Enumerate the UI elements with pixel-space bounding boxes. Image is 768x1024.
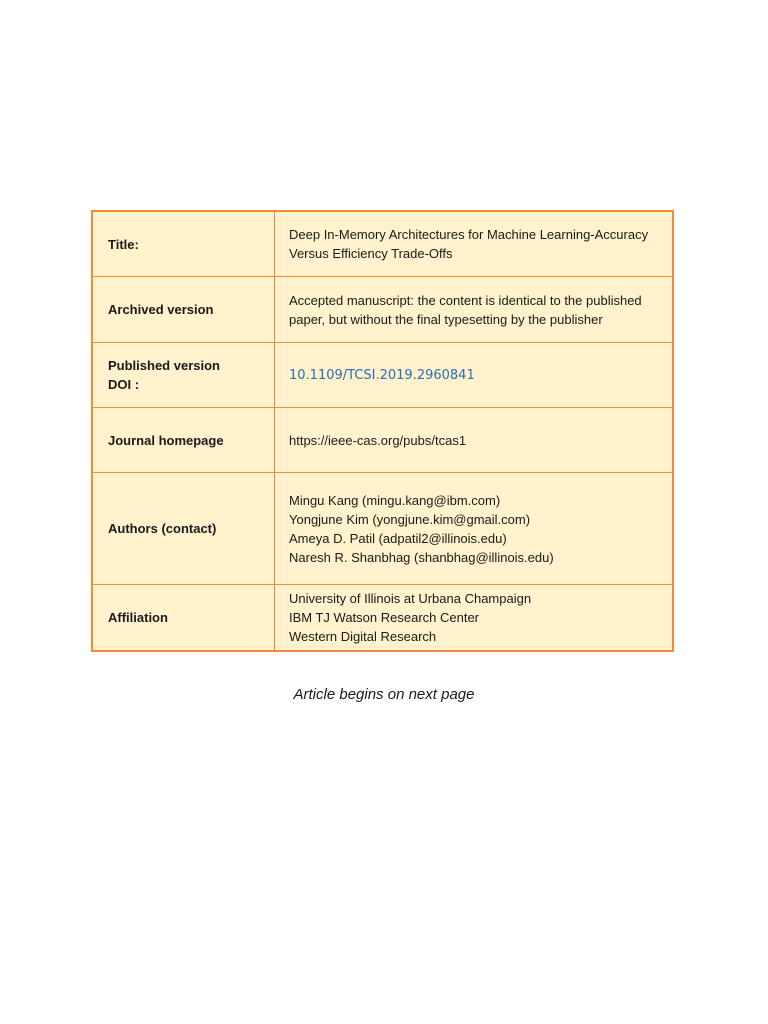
doi-label-line-2: DOI :	[108, 377, 140, 392]
author-line-4: Naresh R. Shanbhag (shanbhag@illinois.edu)	[289, 549, 554, 565]
table-row-doi	[92, 343, 673, 408]
title-line-1: Deep In-Memory Architectures for Machine Learning-Accuracy	[289, 227, 649, 242]
table-row-archived-version	[92, 277, 673, 343]
doi-link[interactable]: 10.1109/TCSI.2019.2960841	[289, 368, 475, 383]
doi-label	[92, 343, 275, 408]
author-line-3: Ameya D. Patil (adpatil2@illinois.edu)	[289, 530, 507, 546]
title-line-2: Versus Efficiency Trade-Offs	[289, 246, 453, 261]
article-begins-note: Article begins on next page	[293, 686, 475, 703]
doi-label-line-1: Published version	[108, 358, 220, 373]
affiliation-line-2: IBM TJ Watson Research Center	[289, 610, 480, 625]
title-value	[275, 211, 674, 277]
journal-homepage-value	[275, 408, 674, 473]
archived-version-value	[275, 277, 674, 343]
authors-value	[275, 473, 674, 585]
archived-version-label: Archived version	[92, 277, 275, 343]
table-row-journal-homepage	[92, 408, 673, 473]
affiliation-label: Affiliation	[92, 585, 275, 652]
journal-homepage-url: https://ieee-cas.org/pubs/tcas1	[289, 432, 467, 448]
journal-homepage-label: Journal homepage	[92, 408, 275, 473]
table-row-affiliation	[92, 585, 673, 652]
authors-label: Authors (contact)	[92, 473, 275, 585]
metadata-table	[91, 210, 674, 652]
archived-version-line-1: Accepted manuscript: the content is identical to the published	[289, 292, 642, 308]
doi-value	[275, 343, 674, 408]
table-row-authors	[92, 473, 673, 585]
archived-version-line-2: paper, but without the final typesetting by the publisher	[289, 311, 603, 327]
table-row-title	[92, 211, 673, 277]
affiliation-value	[275, 585, 674, 652]
title-label: Title:	[92, 211, 275, 277]
affiliation-line-1: University of Illinois at Urbana Champaign	[289, 591, 532, 606]
author-line-1: Mingu Kang (mingu.kang@ibm.com)	[289, 492, 501, 508]
author-line-2: Yongjune Kim (yongjune.kim@gmail.com)	[289, 511, 531, 527]
affiliation-line-3: Western Digital Research	[289, 629, 437, 644]
